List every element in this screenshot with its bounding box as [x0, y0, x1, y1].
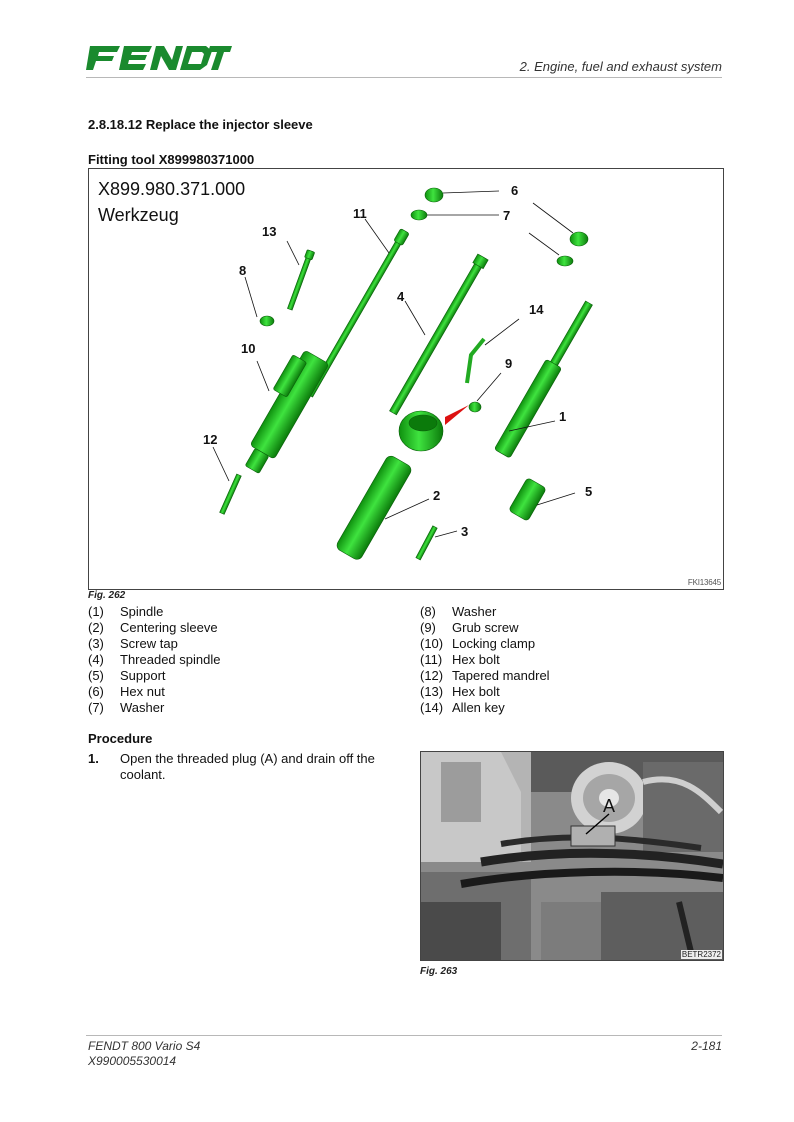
engine-photo-drawing	[421, 752, 723, 960]
callout-4: 4	[397, 289, 405, 304]
part-locking-clamp-10	[233, 346, 329, 477]
figure-262-caption: Fig. 262	[88, 590, 126, 601]
legend-item: (2) Centering sleeve	[88, 620, 218, 635]
callout-5: 5	[585, 484, 593, 499]
callout-14: 14	[529, 302, 544, 317]
legend-item: (1) Spindle	[88, 604, 164, 619]
footer-page-number: 2-181	[691, 1039, 722, 1053]
fitting-tool-figure	[88, 168, 724, 590]
tool-parts-drawing	[89, 169, 723, 589]
callout-13: 13	[262, 224, 277, 239]
figure-262-code: FKI13645	[687, 578, 721, 587]
part-screw-tap-3	[416, 526, 437, 560]
step-text: Open the threaded plug (A) and drain off the coolant.	[120, 751, 375, 782]
legend-item: (9) Grub screw	[420, 620, 519, 635]
step-number: 1.	[88, 751, 99, 766]
tool-number: X899.980.371.000	[98, 179, 246, 199]
legend-item: (7) Washer	[88, 700, 165, 715]
figure-263-code: BETR2372	[681, 950, 721, 959]
figure-263-caption: Fig. 263	[420, 966, 458, 977]
callout-6: 6	[511, 183, 519, 198]
part-grub-screw-9	[469, 402, 481, 412]
legend-left	[88, 604, 220, 716]
callout-11: 11	[353, 206, 367, 221]
part-hex-bolt-13	[286, 250, 315, 311]
legend-item: (5) Support	[88, 668, 166, 683]
footer-model: FENDT 800 Vario S4	[88, 1039, 201, 1053]
legend-item: (12) Tapered mandrel	[420, 668, 550, 683]
part-tapered-mandrel-12	[220, 474, 242, 514]
footer-doc-number: X990005530014	[88, 1054, 177, 1068]
legend-item: (6) Hex nut	[88, 684, 165, 699]
part-threaded-spindle-4	[388, 254, 488, 416]
callout-2: 2	[433, 488, 441, 503]
fendt-logo	[86, 44, 232, 72]
part-washer-8	[260, 316, 274, 326]
footer-divider	[86, 1035, 722, 1036]
legend-item: (4) Threaded spindle	[88, 652, 221, 667]
photo-marker-a: A	[603, 796, 616, 816]
callout-10: 10	[241, 341, 256, 356]
part-centering-sleeve-2	[335, 454, 413, 562]
part-washer-7	[411, 210, 427, 220]
page-title: 2.8.18.12 Replace the injector sleeve	[88, 117, 313, 132]
callout-9: 9	[505, 356, 513, 371]
callout-3: 3	[461, 524, 469, 539]
fitting-tool-heading: Fitting tool X899980371000	[88, 152, 255, 167]
part-washer-7b	[557, 256, 573, 266]
part-support-5	[508, 478, 546, 522]
tool-label: Werkzeug	[98, 205, 179, 225]
legend-item: (8) Washer	[420, 604, 497, 619]
legend-right	[420, 604, 550, 716]
legend-item: (14) Allen key	[420, 700, 505, 715]
callout-7: 7	[503, 208, 511, 223]
legend-item: (13) Hex bolt	[420, 684, 500, 699]
part-hex-nut-6b	[570, 232, 588, 246]
header-divider	[86, 77, 722, 78]
legend-item: (3) Screw tap	[88, 636, 178, 651]
part-hex-nut-6	[425, 188, 443, 202]
part-spindle-1	[494, 299, 597, 459]
section-title: 2. Engine, fuel and exhaust system	[519, 59, 722, 74]
callout-12: 12	[203, 432, 218, 447]
legend-item: (10) Locking clamp	[420, 636, 536, 651]
callout-1: 1	[559, 409, 567, 424]
engine-photo	[420, 751, 724, 961]
legend-item: (11) Hex bolt	[420, 652, 500, 667]
procedure-title: Procedure	[88, 731, 153, 746]
callout-8: 8	[239, 263, 247, 278]
part-allen-key-14	[467, 339, 484, 383]
